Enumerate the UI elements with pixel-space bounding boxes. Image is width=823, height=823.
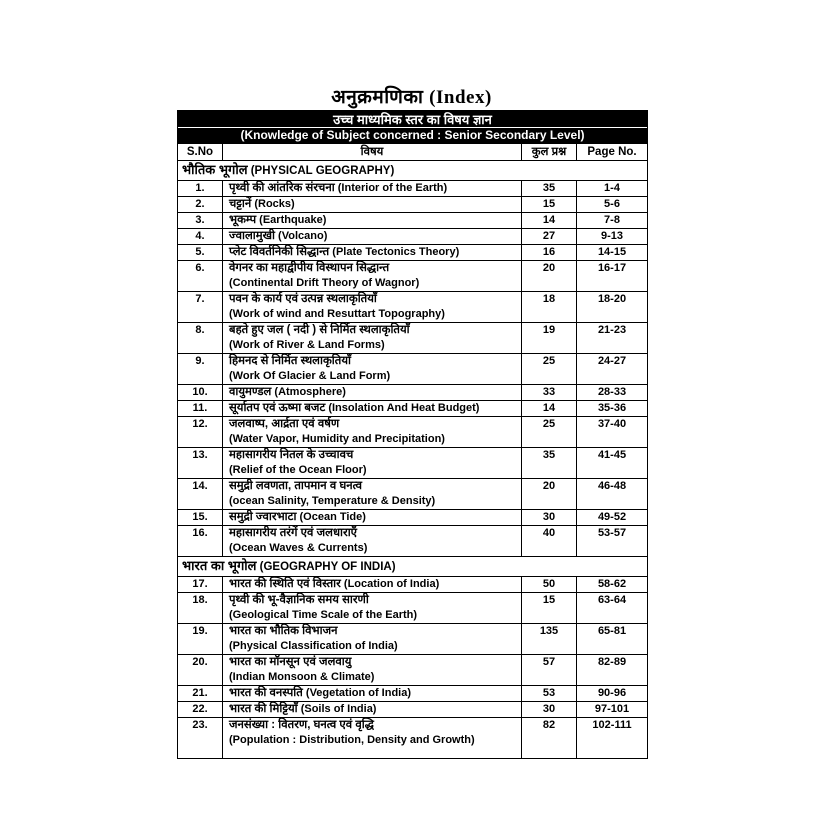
row-subject-hindi: पृथ्वी की भू-वैज्ञानिक समय सारणी [229,594,369,606]
row-subject [223,385,522,401]
row-serial-number: 2. [178,197,223,213]
row-page-numbers: 102-111 [577,718,648,759]
row-serial-number: 3. [178,213,223,229]
column-header-questions: कुल प्रश्न [522,144,577,161]
row-subject [223,526,522,557]
row-subject-english: (Vegetation of India) [302,687,412,699]
column-header-subject: विषय [223,144,522,161]
row-subject [223,702,522,718]
table-title-band-row [178,111,648,144]
section-heading [178,557,648,577]
row-page-numbers: 21-23 [577,323,648,354]
row-subject-english: (Continental Drift Theory of Wagnor) [229,277,420,289]
row-subject-hindi: जलवाष्प, आर्द्रता एवं वर्षण [229,418,340,430]
row-total-questions: 15 [522,197,577,213]
row-subject-hindi: भारत की वनस्पति (Vegetation of India) [229,687,412,699]
index-row [178,354,648,385]
row-serial-number: 10. [178,385,223,401]
row-total-questions: 25 [522,354,577,385]
band-title-english: (Knowledge of Subject concerned : Senior Secondary Level) [240,128,585,142]
index-row [178,718,648,759]
row-page-numbers: 49-52 [577,510,648,526]
row-subject-hindi: महासागरीय तरंगें एवं जलधाराएँ [229,527,358,539]
page-title-hindi: अनुक्रमणिका [331,87,424,108]
row-serial-number: 16. [178,526,223,557]
row-page-numbers: 5-6 [577,197,648,213]
row-subject-hindi: बहते हुए जल ( नदी ) से निर्मित स्थलाकृतियाँ [229,324,410,336]
page-title-latin: (Index) [429,87,492,108]
index-row [178,448,648,479]
row-serial-number: 4. [178,229,223,245]
row-subject-english: (Location of India) [340,578,440,590]
index-row [178,686,648,702]
section-heading-hindi: भारत का भूगोल [182,558,257,573]
row-total-questions: 82 [522,718,577,759]
row-serial-number: 20. [178,655,223,686]
row-subject [223,197,522,213]
index-row [178,197,648,213]
table-title-band [178,111,648,144]
index-row [178,702,648,718]
row-page-numbers: 9-13 [577,229,648,245]
row-subject-hindi: ज्वालामुखी (Volcano) [229,230,328,242]
row-total-questions: 14 [522,213,577,229]
index-row [178,213,648,229]
column-header-page: Page No. [577,144,648,161]
row-subject-english: (Physical Classification of India) [229,640,398,652]
row-subject-english: (Interior of the Earth) [334,182,448,194]
row-subject-english: (Relief of the Ocean Floor) [229,464,367,476]
row-subject-english: (Insolation And Heat Budget) [325,402,480,414]
row-serial-number: 15. [178,510,223,526]
row-total-questions: 18 [522,292,577,323]
page-title [0,83,823,109]
row-total-questions: 19 [522,323,577,354]
index-row [178,624,648,655]
row-total-questions: 16 [522,245,577,261]
row-page-numbers: 63-64 [577,593,648,624]
row-serial-number: 9. [178,354,223,385]
index-row [178,261,648,292]
row-subject [223,686,522,702]
section-heading-row [178,161,648,181]
row-subject-hindi: हिमनद से निर्मित स्थलाकृतियाँ [229,355,351,367]
row-subject [223,624,522,655]
row-total-questions: 33 [522,385,577,401]
index-row [178,292,648,323]
index-row [178,510,648,526]
row-total-questions: 14 [522,401,577,417]
row-serial-number: 7. [178,292,223,323]
row-total-questions: 50 [522,577,577,593]
index-row [178,655,648,686]
row-subject-english: (Indian Monsoon & Climate) [229,671,375,683]
row-page-numbers: 16-17 [577,261,648,292]
row-total-questions: 20 [522,261,577,292]
row-subject-hindi: भूकम्प (Earthquake) [229,214,327,226]
row-subject [223,181,522,197]
row-subject-english: (Ocean Tide) [296,511,366,523]
section-heading [178,161,648,181]
row-total-questions: 57 [522,655,577,686]
row-page-numbers: 7-8 [577,213,648,229]
row-subject-hindi: प्लेट विवर्तनिकी सिद्धान्त (Plate Tectonics Theory) [229,246,460,258]
section-heading-english: (GEOGRAPHY OF INDIA) [256,561,396,573]
row-total-questions: 40 [522,526,577,557]
row-serial-number: 6. [178,261,223,292]
row-serial-number: 8. [178,323,223,354]
row-serial-number: 5. [178,245,223,261]
row-serial-number: 14. [178,479,223,510]
row-subject-hindi: समुद्री लवणता, तापमान व घनत्व [229,480,363,492]
index-row [178,181,648,197]
row-subject-english: (Work of wind and Resuttart Topography) [229,308,445,320]
row-subject-hindi: पवन के कार्य एवं उत्पन्न स्थलाकृतियाँ [229,293,377,305]
row-subject [223,655,522,686]
row-subject [223,577,522,593]
row-subject [223,354,522,385]
row-subject-hindi: महासागरीय नितल के उच्चावच [229,449,354,461]
index-table-body [178,161,648,759]
row-page-numbers: 97-101 [577,702,648,718]
row-total-questions: 135 [522,624,577,655]
row-subject [223,213,522,229]
row-subject-english: (ocean Salinity, Temperature & Density) [229,495,436,507]
row-subject-english: (Soils of India) [297,703,377,715]
section-heading-hindi: भौतिक भूगोल [182,162,248,177]
row-total-questions: 27 [522,229,577,245]
row-total-questions: 35 [522,181,577,197]
row-page-numbers: 18-20 [577,292,648,323]
section-heading-english: (PHYSICAL GEOGRAPHY) [247,165,395,177]
row-subject [223,229,522,245]
row-subject-hindi: जनसंख्या : वितरण, घनत्व एवं वृद्धि [229,719,374,731]
row-serial-number: 23. [178,718,223,759]
row-page-numbers: 65-81 [577,624,648,655]
row-total-questions: 30 [522,702,577,718]
row-total-questions: 15 [522,593,577,624]
index-row [178,323,648,354]
row-subject [223,718,522,759]
row-subject-english: (Atmosphere) [271,386,346,398]
row-serial-number: 21. [178,686,223,702]
row-subject [223,417,522,448]
row-serial-number: 11. [178,401,223,417]
row-subject-hindi: चट्टानें (Rocks) [229,198,295,210]
index-row [178,385,648,401]
row-subject-english: (Rocks) [251,198,295,210]
index-row [178,245,648,261]
index-row [178,526,648,557]
row-subject-hindi: भारत की मिट्टियाँ (Soils of India) [229,703,377,715]
row-page-numbers: 24-27 [577,354,648,385]
row-total-questions: 53 [522,686,577,702]
row-subject-english: (Volcano) [275,230,328,242]
row-subject-english: (Geological Time Scale of the Earth) [229,609,418,621]
row-subject-english: (Plate Tectonics Theory) [329,246,460,258]
row-serial-number: 17. [178,577,223,593]
row-serial-number: 13. [178,448,223,479]
row-total-questions: 25 [522,417,577,448]
row-serial-number: 18. [178,593,223,624]
column-header-sno: S.No [178,144,223,161]
row-subject-english: (Earthquake) [256,214,327,226]
row-page-numbers: 41-45 [577,448,648,479]
row-subject-hindi: सूर्यातप एवं ऊष्मा बजट (Insolation And Heat Budget) [229,402,480,414]
row-subject [223,261,522,292]
row-total-questions: 35 [522,448,577,479]
row-page-numbers: 90-96 [577,686,648,702]
row-total-questions: 20 [522,479,577,510]
band-title-hindi: उच्च माध्यमिक स्तर का विषय ज्ञान [178,111,647,128]
row-page-numbers: 37-40 [577,417,648,448]
row-subject [223,448,522,479]
row-page-numbers: 35-36 [577,401,648,417]
index-table [177,110,648,759]
index-row [178,229,648,245]
row-serial-number: 22. [178,702,223,718]
row-subject-english: (Work of River & Land Forms) [229,339,385,351]
row-page-numbers: 82-89 [577,655,648,686]
row-page-numbers: 1-4 [577,181,648,197]
row-subject [223,593,522,624]
row-subject [223,292,522,323]
index-row [178,417,648,448]
row-subject-hindi: समुद्री ज्वारभाटा (Ocean Tide) [229,511,366,523]
row-subject-english: (Water Vapor, Humidity and Precipitation) [229,433,445,445]
row-subject-hindi: भारत का भौतिक विभाजन [229,625,338,637]
row-subject-english: (Population : Distribution, Density and Growth) [229,734,475,746]
row-subject [223,510,522,526]
row-serial-number: 19. [178,624,223,655]
row-subject-hindi: भारत का मॉनसून एवं जलवायु [229,656,352,668]
row-subject [223,323,522,354]
row-subject-english: (Work Of Glacier & Land Form) [229,370,391,382]
index-row [178,401,648,417]
section-heading-row [178,557,648,577]
row-subject-hindi: भारत की स्थिति एवं विस्तार (Location of India) [229,578,440,590]
index-row [178,593,648,624]
row-serial-number: 12. [178,417,223,448]
index-row [178,577,648,593]
row-subject-hindi: वेगनर का महाद्वीपीय विस्थापन सिद्धान्त [229,262,390,274]
row-page-numbers: 46-48 [577,479,648,510]
row-subject-english: (Ocean Waves & Currents) [229,542,368,554]
row-page-numbers: 53-57 [577,526,648,557]
row-subject [223,245,522,261]
row-page-numbers: 14-15 [577,245,648,261]
row-subject [223,479,522,510]
row-serial-number: 1. [178,181,223,197]
row-subject-hindi: पृथ्वी की आंतरिक संरचना (Interior of the Earth) [229,182,448,194]
column-header-row [178,144,648,161]
row-subject [223,401,522,417]
row-page-numbers: 28-33 [577,385,648,401]
row-total-questions: 30 [522,510,577,526]
row-subject-hindi: वायुमण्डल (Atmosphere) [229,386,346,398]
index-row [178,479,648,510]
row-page-numbers: 58-62 [577,577,648,593]
